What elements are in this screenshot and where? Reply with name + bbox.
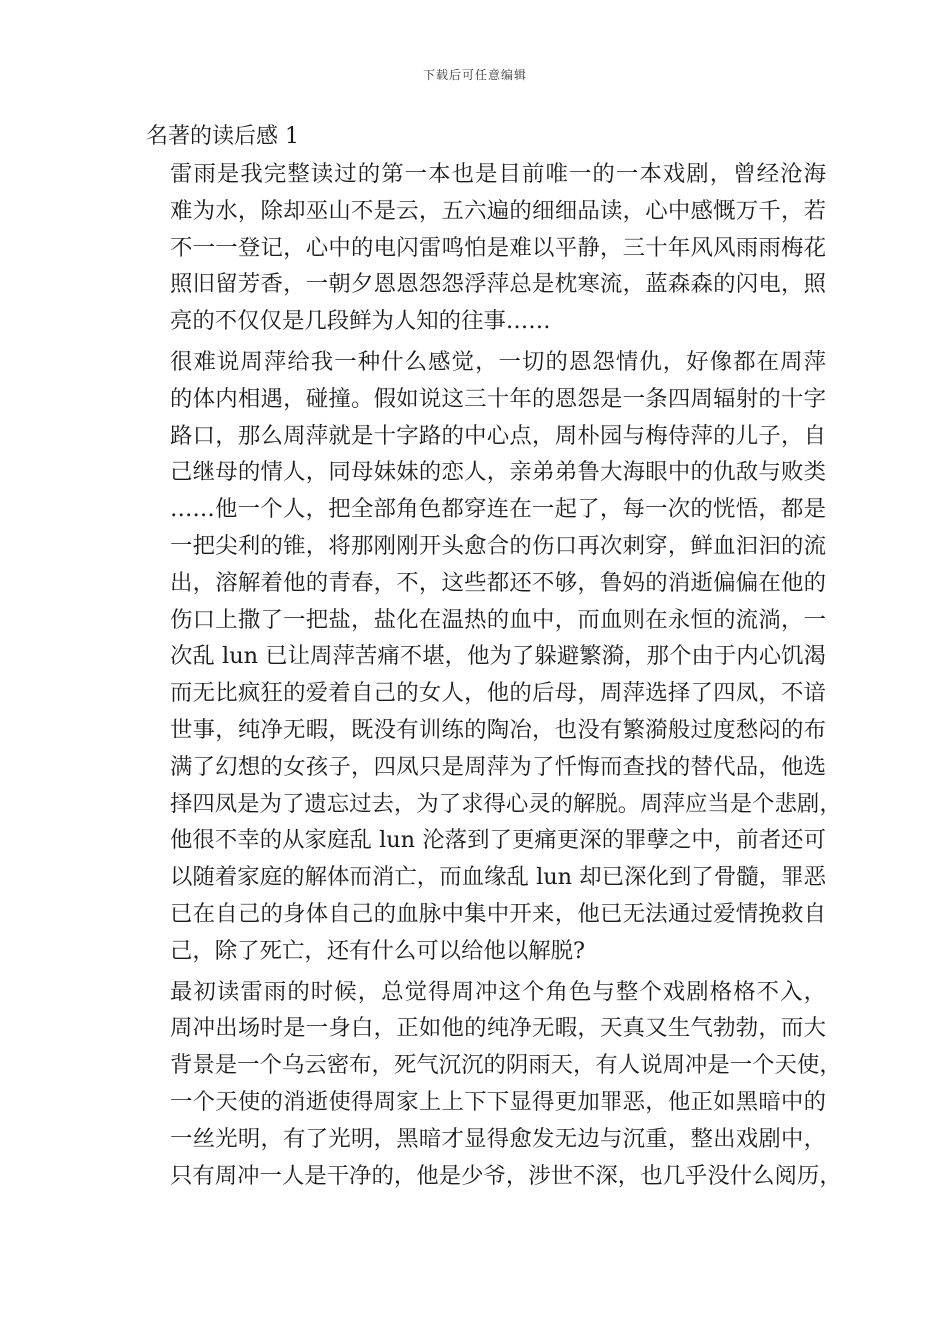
text-line: 世事，纯净无暇，既没有训练的陶冶，也没有繁漪般过度愁闷的布 <box>170 716 826 743</box>
text-line: 周冲出场时是一身白，正如他的纯净无暇，天真又生气勃勃，而大 <box>170 1015 826 1042</box>
text-line: 雷雨是我完整读过的第一本也是目前唯一的一本戏剧，曾经沧海 <box>170 161 826 187</box>
text-line: 而无比疯狂的爱着自己的女人，他的后母，周萍选择了四凤，不谙 <box>170 680 826 707</box>
text-line: 照旧留芳香，一朝夕恩恩怨怨浮萍总是枕寒流，蓝森森的闪电，照 <box>170 271 826 298</box>
paragraph-2 <box>146 344 842 970</box>
text-line: 不一一登记，心中的电闪雷鸣怕是难以平静，三十年风风雨雨梅花 <box>170 234 826 261</box>
text-line: 难为水，除却巫山不是云，五六遍的细细品读，心中感慨万千，若 <box>170 197 826 224</box>
text-line: 已在自己的身体自己的血脉中集中开来，他已无法通过爱情挽救自 <box>170 900 826 927</box>
text-line: 背景是一个乌云密布，死气沉沉的阴雨天，有人说周冲是一个天使， <box>170 1052 842 1079</box>
text-line: 他很不幸的从家庭乱 lun 沦落到了更痛更深的罪孽之中，前者还可 <box>170 827 826 854</box>
text-line: 一把尖利的锥，将那刚刚开头愈合的伤口再次刺穿，鲜血汩汩的流 <box>170 532 826 559</box>
text-line: 出，溶解着他的青春，不，这些都还不够，鲁妈的消逝偏偏在他的 <box>170 569 826 596</box>
text-line: 很难说周萍给我一种什么感觉，一切的恩怨情仇，好像都在周萍 <box>170 348 826 375</box>
text-line: 只有周冲一人是干净的，他是少爷，涉世不深，也几乎没什么阅历， <box>170 1162 842 1189</box>
text-line: 亮的不仅仅是几段鲜为人知的往事…… <box>170 308 551 335</box>
text-line: 路口，那么周萍就是十字路的中心点，周朴园与梅侍萍的儿子，自 <box>170 422 826 449</box>
text-line: ……他一个人，把全部角色都穿连在一起了，每一次的恍悟，都是 <box>170 496 826 523</box>
text-line: 择四凤是为了遗忘过去，为了求得心灵的解脱。周萍应当是个悲剧， <box>170 790 842 817</box>
text-line: 的体内相遇，碰撞。假如说这三十年的恩怨是一条四周辐射的十字 <box>170 385 826 412</box>
text-line: 最初读雷雨的时候，总觉得周冲这个角色与整个戏剧格格不入， <box>170 978 826 1005</box>
text-line: 以随着家庭的解体而消亡，而血缘乱 lun 却已深化到了骨髓，罪恶 <box>170 864 826 891</box>
text-line: 己继母的情人，同母妹妹的恋人，亲弟弟鲁大海眼中的仇敌与败类 <box>170 459 826 486</box>
document-title: 名著的读后感 1 <box>146 124 299 149</box>
document-body <box>146 156 842 1198</box>
text-line: 次乱 lun 已让周萍苦痛不堪，他为了躲避繁漪，那个由于内心饥渴 <box>170 643 826 670</box>
text-line: 一个天使的消逝使得周家上上下下显得更加罪恶，他正如黑暗中的 <box>170 1088 826 1115</box>
header-note: 下载后可任意编辑 <box>422 68 527 82</box>
paragraph-1 <box>146 156 826 340</box>
text-line: 伤口上撒了一把盐，盐化在温热的血中，而血则在永恒的流淌，一 <box>170 606 826 633</box>
text-line: 满了幻想的女孩子，四凤只是周萍为了忏悔而查找的替代品，他选 <box>170 753 826 780</box>
paragraph-3 <box>146 974 842 1195</box>
text-line: 一丝光明，有了光明，黑暗才显得愈发无边与沉重，整出戏剧中， <box>170 1125 826 1152</box>
text-line: 己，除了死亡，还有什么可以给他以解脱? <box>170 937 586 964</box>
